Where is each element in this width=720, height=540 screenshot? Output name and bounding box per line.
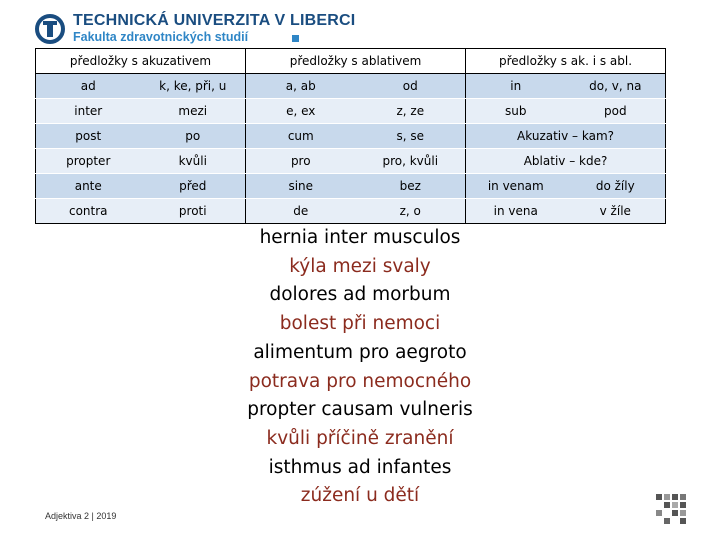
table-cell: od: [356, 74, 466, 99]
table-cell: in vena: [466, 199, 566, 224]
table-cell: a, ab: [246, 74, 356, 99]
phrase-czech: kýla mezi svaly: [289, 255, 431, 277]
table-cell: z, ze: [356, 99, 466, 124]
phrase-latin: dolores ad morbum: [269, 284, 451, 306]
slide-footer: Adjektiva 2 | 2019: [45, 511, 117, 521]
table-cell: pro, kvůli: [356, 149, 466, 174]
faculty-name: Fakulta zdravotnických studií: [73, 30, 249, 44]
table-cell: k, ke, při, u: [141, 74, 246, 99]
table-cell: cum: [246, 124, 356, 149]
header-accusative: předložky s akuzativem: [36, 49, 246, 74]
table-header-row: [36, 49, 666, 74]
table-cell: ante: [36, 174, 141, 199]
university-name: TECHNICKÁ UNIVERZITA V LIBERCI: [73, 12, 356, 29]
table-cell: z, o: [356, 199, 466, 224]
phrase-czech: bolest při nemoci: [279, 313, 441, 335]
table-row: [36, 74, 666, 99]
phrase-latin: isthmus ad infantes: [268, 456, 452, 478]
phrase-latin: propter causam vulneris: [247, 399, 473, 421]
prepositions-table: [35, 48, 666, 224]
table-cell: s, se: [356, 124, 466, 149]
table-cell: v žíle: [566, 199, 666, 224]
tul-logo-icon: [35, 14, 65, 44]
university-logo: [35, 12, 356, 46]
table-cell: sub: [466, 99, 566, 124]
table-cell: do, v, na: [566, 74, 666, 99]
table-cell: contra: [36, 199, 141, 224]
table-cell: propter: [36, 149, 141, 174]
table-cell: de: [246, 199, 356, 224]
table-cell: pod: [566, 99, 666, 124]
pixel-pattern-icon: [656, 494, 686, 524]
header-both: předložky s ak. i s abl.: [466, 49, 666, 74]
table-cell: kvůli: [141, 149, 246, 174]
table-cell: e, ex: [246, 99, 356, 124]
table-cell: pro: [246, 149, 356, 174]
phrase-latin: alimentum pro aegroto: [253, 341, 467, 363]
table-cell: in: [466, 74, 566, 99]
phrase-czech: zúžení u dětí: [300, 485, 420, 507]
table-cell: proti: [141, 199, 246, 224]
table-cell: sine: [246, 174, 356, 199]
table-cell: po: [141, 124, 246, 149]
table-cell: mezi: [141, 99, 246, 124]
table-row: [36, 99, 666, 124]
header-ablative: předložky s ablativem: [246, 49, 466, 74]
phrase-latin: hernia inter musculos: [259, 227, 461, 248]
table-cell: post: [36, 124, 141, 149]
table-cell: do žíly: [566, 174, 666, 199]
table-cell-accusative-question: Akuzativ – kam?: [466, 124, 666, 149]
table-row: [36, 149, 666, 174]
table-cell: bez: [356, 174, 466, 199]
phrase-czech: potrava pro nemocného: [248, 370, 472, 392]
table-cell-ablative-question: Ablativ – kde?: [466, 149, 666, 174]
table-cell: in venam: [466, 174, 566, 199]
phrase-czech: kvůli příčině zranění: [266, 427, 454, 449]
table-row: [36, 124, 666, 149]
logo-square: [292, 35, 299, 42]
table-cell: ad: [36, 74, 141, 99]
table-cell: inter: [36, 99, 141, 124]
phrase-list: [200, 224, 520, 511]
table-cell: před: [141, 174, 246, 199]
table-row: [36, 199, 666, 224]
table-row: [36, 174, 666, 199]
